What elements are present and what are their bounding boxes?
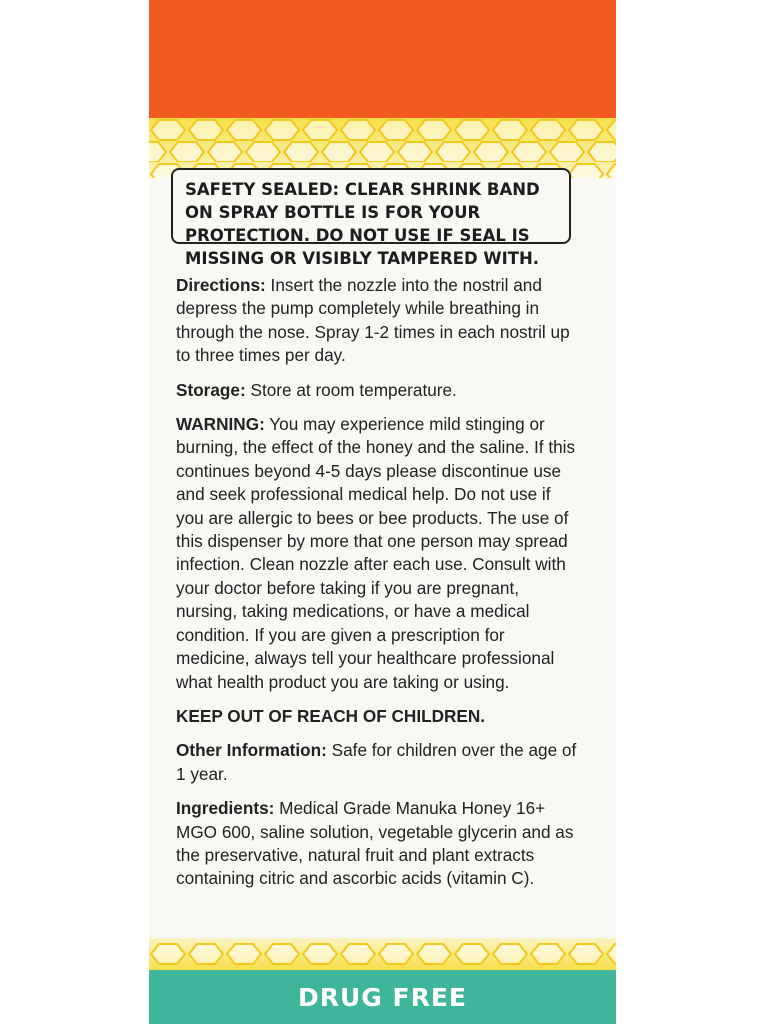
storage-paragraph [176, 379, 580, 402]
warning-text: You may experience mild stinging or burning, the effect of the honey and the saline. If this continues beyond 4-5 days please discontinue use and seek professional medical help. Do not use if you are allergic to bees or bee products. The use of this dispenser by more that one person may spread infection. Clean nozzle after each use. Consult with your doctor before taking if you are pregnant, nursing, taking medications, or have a medical condition. If you are given a prescription for medicine, always tell your healthcare professional what health product you are taking or using. [176, 414, 576, 692]
teal-bottom-band [149, 970, 616, 1024]
other-info-label: Other Information: [176, 740, 327, 761]
keep-out-notice [176, 705, 580, 728]
honeycomb-pattern-bottom [149, 938, 616, 970]
orange-top-band [149, 0, 616, 118]
directions-label: Directions: [176, 275, 266, 295]
warning-paragraph [176, 413, 580, 694]
ingredients-paragraph [176, 797, 580, 891]
label-content [149, 178, 616, 938]
ingredients-label: Ingredients: [176, 798, 275, 819]
directions-text: Insert the nozzle into the nostril and depress the pump completely while breathing in through the nose. Spray 1-2 times in each nostril up to three times per day. [176, 275, 570, 366]
other-info-text: Safe for children over the age of 1 year. [176, 740, 577, 784]
safety-seal-notice: SAFETY SEALED: CLEAR SHRINK BAND ON SPRAY BOTTLE IS FOR YOUR PROTECTION. DO NOT USE IF SEAL IS MISSING OR VISIBLY TAMPERED WITH. [171, 168, 571, 244]
warning-label: WARNING: [176, 414, 265, 435]
keep-out-text: KEEP OUT OF REACH OF CHILDREN. [176, 705, 486, 726]
label-text-block [176, 274, 580, 902]
storage-text: Store at room temperature. [245, 379, 457, 400]
product-box-panel [149, 0, 616, 1024]
storage-label: Storage: [176, 379, 246, 400]
ingredients-text: Medical Grade Manuka Honey 16+ MGO 600, saline solution, vegetable glycerin and as the preservative, natural fruit and plant extracts containing citric and ascorbic acids (vitamin C). [176, 798, 574, 889]
directions-paragraph [176, 274, 580, 368]
drug-free-banner: DRUG FREE [297, 983, 467, 1012]
other-info-paragraph [176, 739, 580, 786]
